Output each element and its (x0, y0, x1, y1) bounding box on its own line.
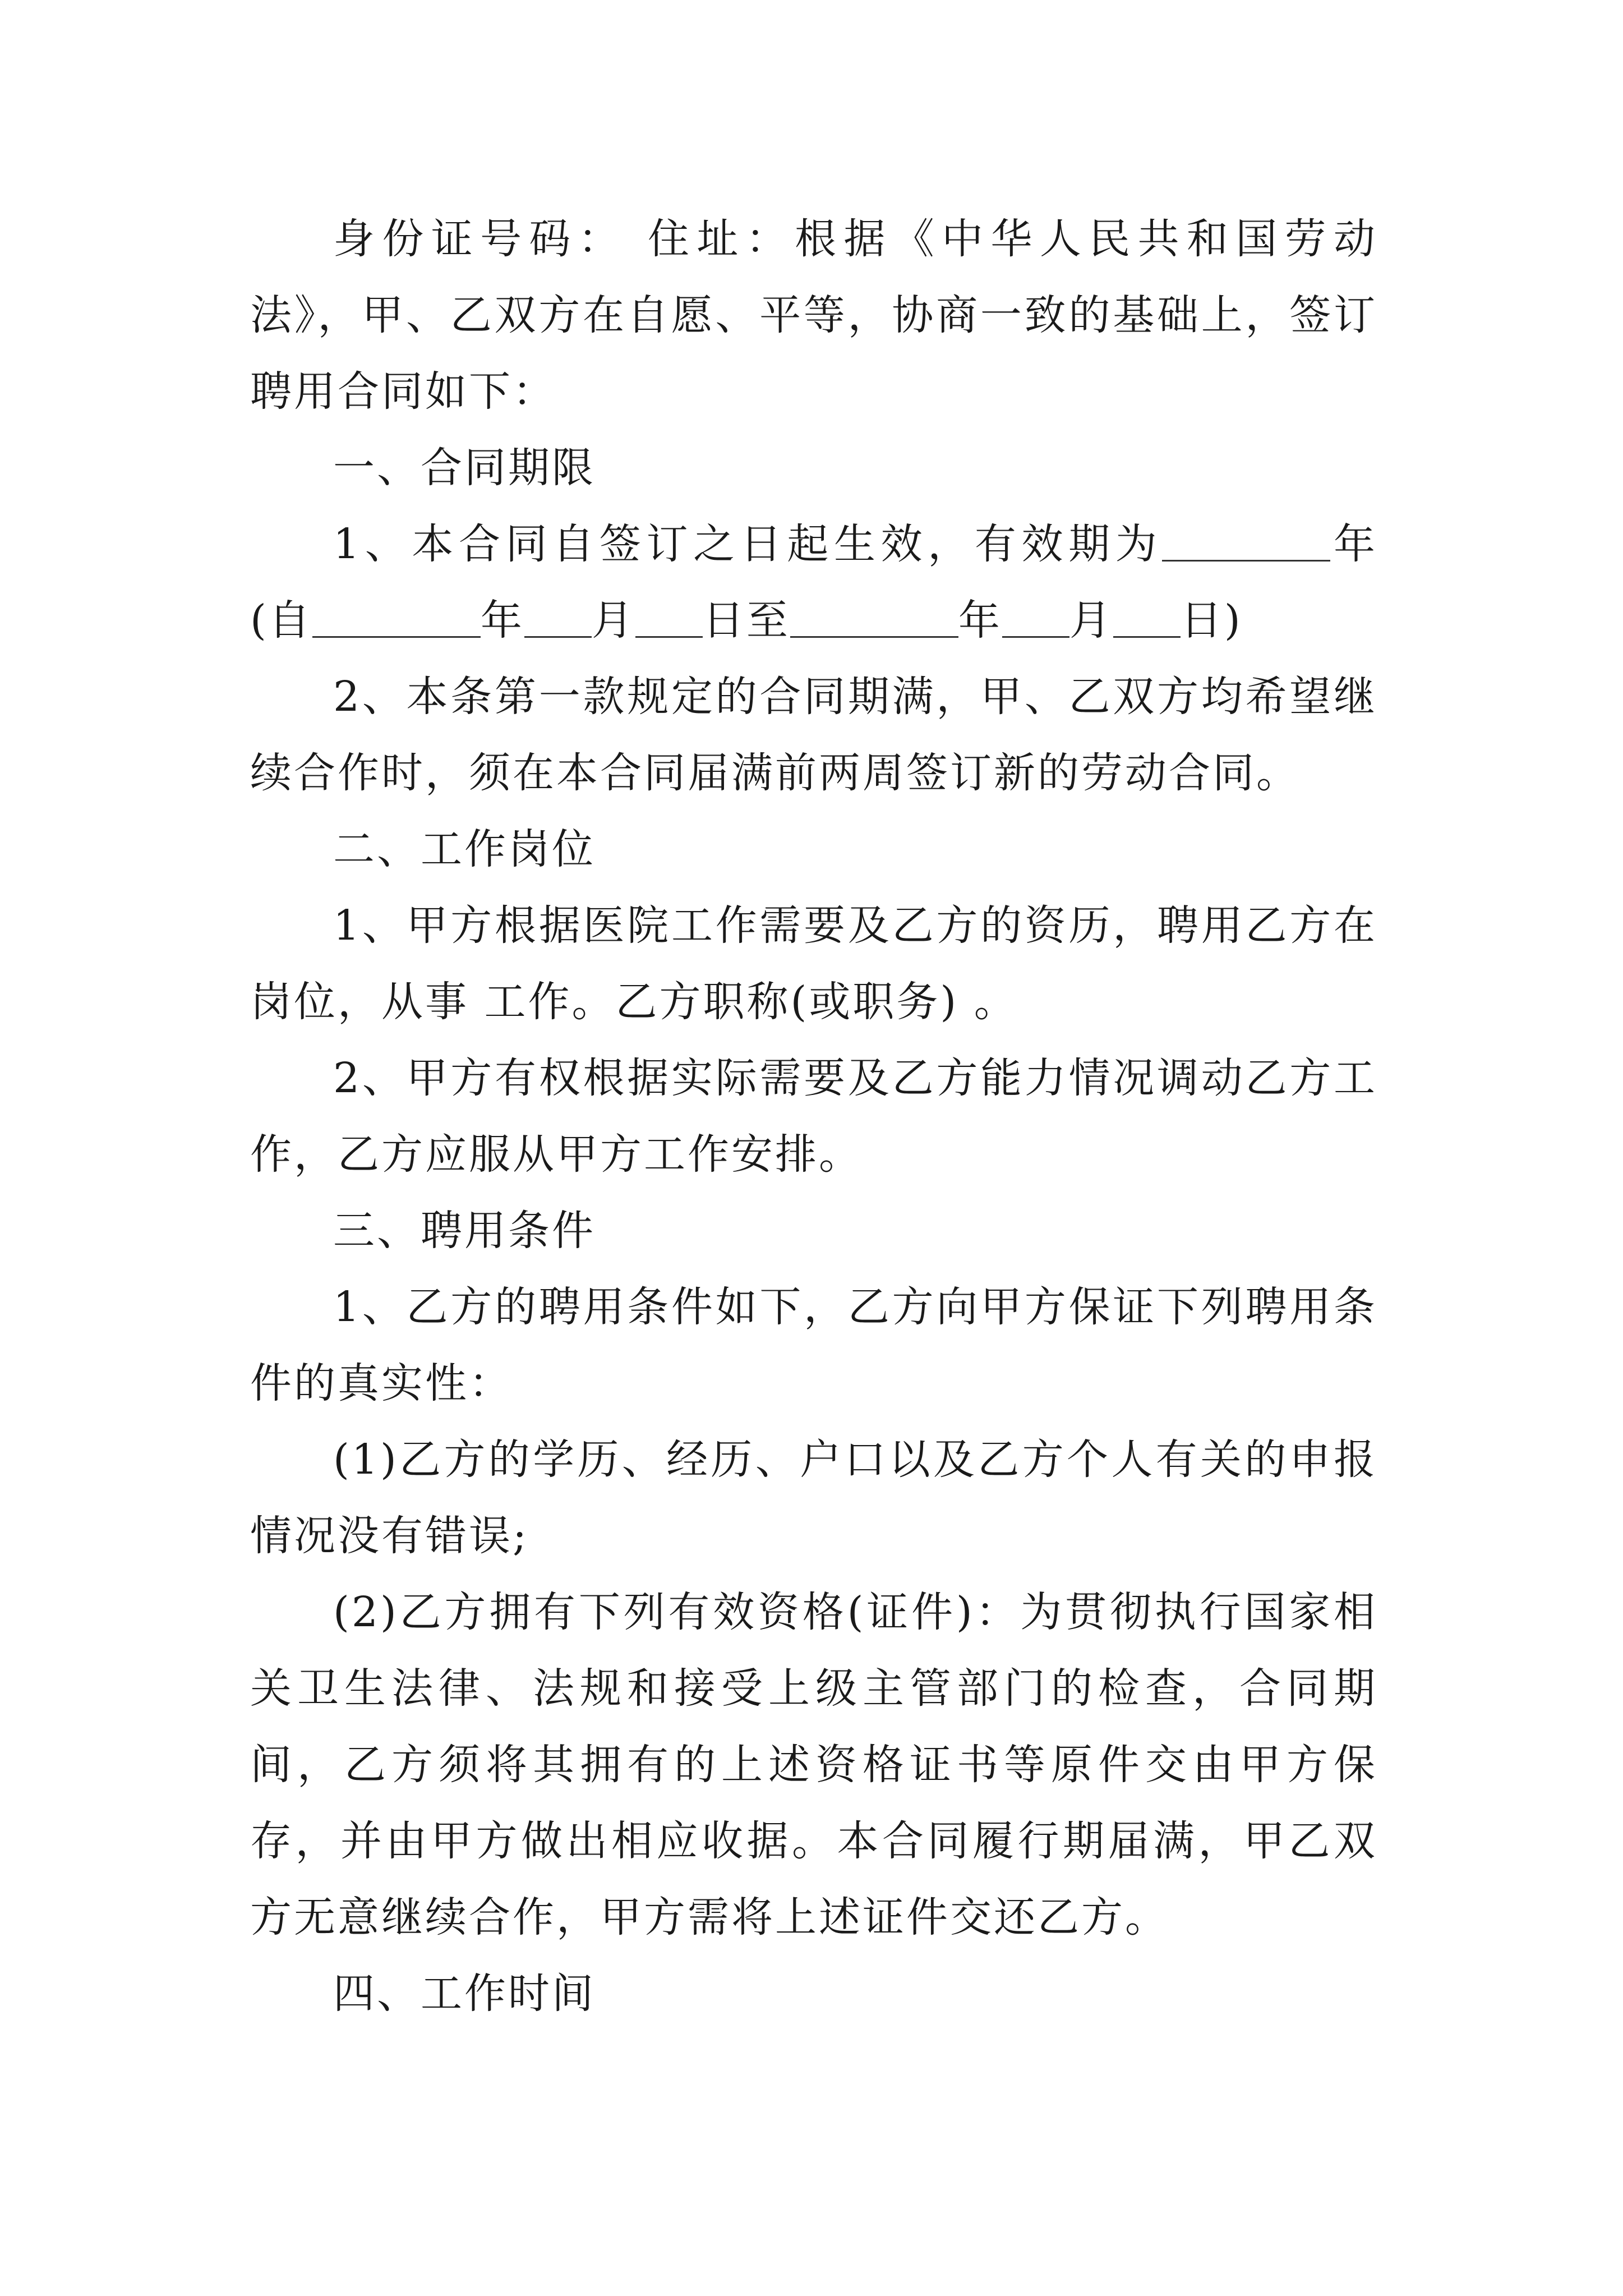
term-text-3: 年 (480, 596, 524, 645)
blank-start-year (312, 595, 481, 638)
paragraph-position-2: 2、甲方有权根据实际需要及乙方能力情况调动乙方工作，乙方应服从甲方工作安排。 (250, 1054, 1377, 1179)
section-heading-conditions: 三、聘用条件 (333, 1207, 596, 1255)
paragraph-position-1: 1、甲方根据医院工作需要及乙方的资历，聘用乙方在岗位，从事 工作。乙方职称(或职务) 。 (250, 901, 1377, 1026)
blank-years (1162, 518, 1330, 562)
paragraph-conditions-item-1: (1)乙方的学历、经历、户口以及乙方个人有关的申报情况没有错误; (250, 1435, 1377, 1560)
paragraph-term-1 (250, 506, 1377, 659)
term-text-6: 年 (958, 596, 1002, 645)
term-text-8: 日) (1180, 596, 1243, 645)
blank-end-year (790, 595, 958, 638)
term-text-5: 日至 (702, 596, 790, 645)
term-text-4: 月 (591, 596, 635, 645)
term-text-2: 年(自 (250, 520, 1377, 645)
section-heading-working-hours: 四、工作时间 (333, 1970, 596, 2018)
paragraph-conditions-1: 1、乙方的聘用条件如下，乙方向甲方保证下列聘用条件的真实性： (250, 1283, 1377, 1407)
document-body (250, 201, 1377, 2032)
blank-start-month (524, 595, 592, 638)
paragraph-intro: 身份证号码： 住址：根据《中华人民共和国劳动法》，甲、乙双方在自愿、平等，协商一致的基础上，签订聘用合同如下： (250, 215, 1377, 416)
blank-start-day (635, 595, 703, 638)
term-text-1: 1、本合同自签订之日起生效，有效期为 (333, 520, 1163, 568)
blank-end-day (1113, 595, 1181, 638)
section-heading-position: 二、工作岗位 (333, 825, 596, 873)
paragraph-conditions-item-2: (2)乙方拥有下列有效资格(证件)：为贯彻执行国家相关卫生法律、法规和接受上级主管部门的检查，合同期间，乙方须将其拥有的上述资格证书等原件交由甲方保存，并由甲方做出相应收据。本合同履行期届满，甲乙双方无意继续合作，甲方需将上述证件交还乙方。 (250, 1588, 1377, 1941)
paragraph-term-2: 2、本条第一款规定的合同期满，甲、乙双方均希望继续合作时，须在本合同届满前两周签订新的劳动合同。 (250, 673, 1377, 797)
section-heading-contract-term: 一、合同期限 (333, 444, 596, 492)
blank-end-month (1002, 595, 1069, 638)
term-text-7: 月 (1069, 596, 1113, 645)
